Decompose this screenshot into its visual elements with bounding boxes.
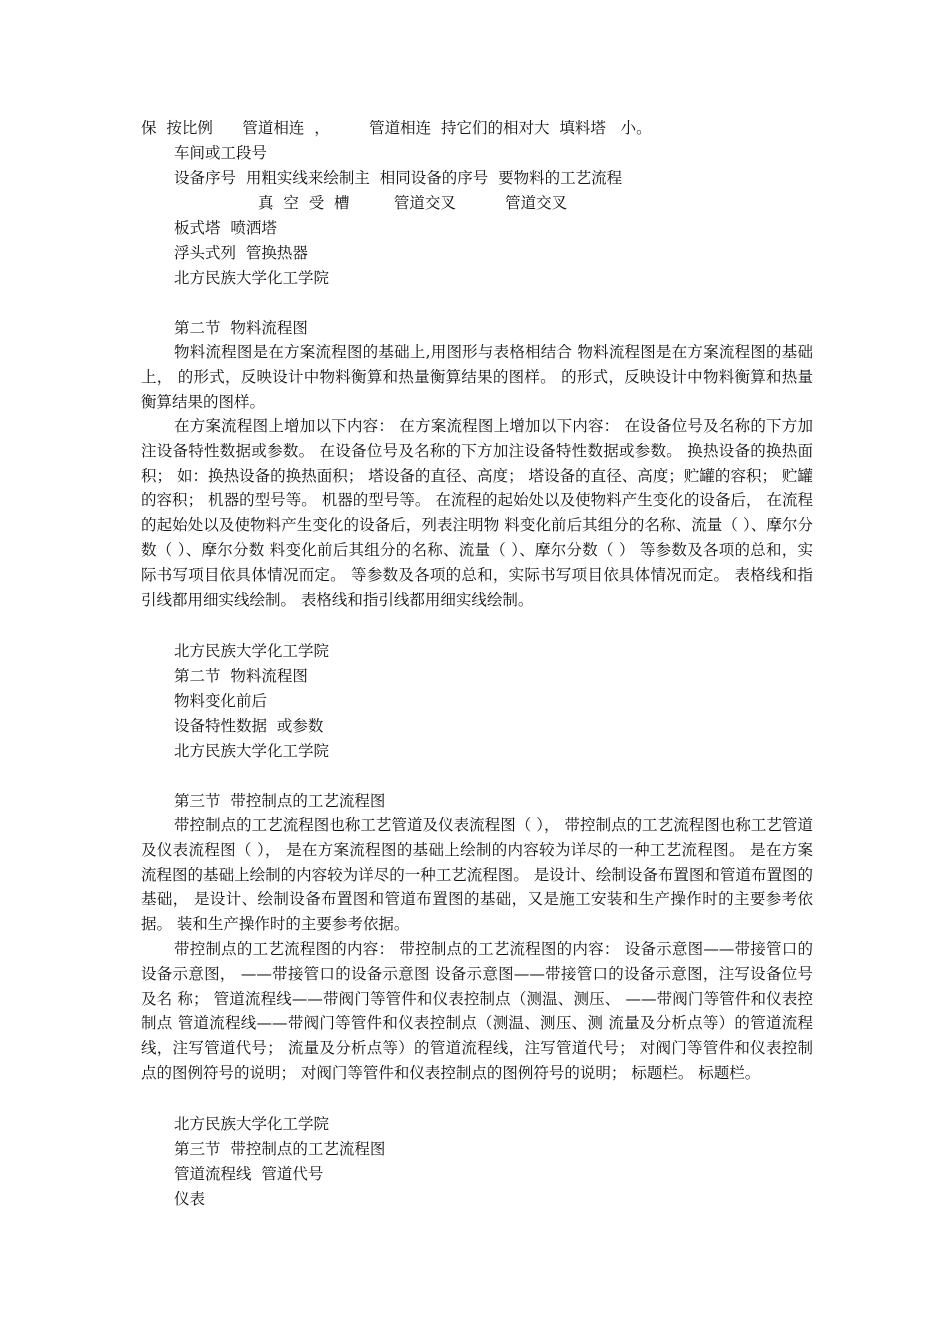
section-3-paragraph-2: 带控制点的工艺流程图的内容： 带控制点的工艺流程图的内容： 设备示意图——带接管口的设备示意图， ——带接管口的设备示意图 设备示意图——带接管口的设备示意图，注写设备位号及名 称； 管道流程线——带阀门等管件和仪表控制点（测温、测压、 ——带阀门等管件和仪表控制点 管道流程线——带阀门等管件和仪表控制点（测温、测压、测 流量及分析点等）的管道流程线，注写管道代号； 流量及分析点等）的管道流程线，注写管道代号； 对阀门等管件和仪表控制点的图例符号的说明； 对阀门等管件和仪表控制点的图例符号的说明； 标题栏。 标题栏。 [141,940,813,1082]
section-2-subtitle: 第二节 物料流程图 [174,667,308,685]
section-2-label-equipment: 设备特性数据 或参数 [174,717,324,735]
section-3-title: 第三节 带控制点的工艺流程图 [174,792,386,810]
section-3-label-pipeline: 管道流程线 管道代号 [174,1165,324,1183]
section-2-label-material: 物料变化前后 [174,692,268,710]
institution-label: 北方民族大学化工学院 [174,642,330,660]
diagram-label-workshop: 车间或工段号 [174,144,268,162]
section-2-paragraph-2: 在方案流程图上增加以下内容： 在方案流程图上增加以下内容： 在设备位号及名称的下方加注设备特性数据或参数。 在设备位号及名称的下方加注设备特性数据或参数。 换热设备的换热面积； 如：换热设备的换热面积； 塔设备的直径、高度； 塔设备的直径、高度；贮罐的容积； 贮罐的容积； 机器的型号等。 机器的型号等。 在流程的起始处以及使物料产生变化的设备后， 在流程的起始处以及使物料产生变化的设备后，列表注明物 料变化前后其组分的名称、流量（ ）、摩尔分数（ ）、摩尔分数 料变化前后其组分的名称、流量（ ）、摩尔分数（ ） 等参数及各项的总和，实际书写项目依具体情况而定。 等参数及各项的总和，实际书写项目依具体情况而定。 表格线和指引线都用细实线绘制。 表格线和指引线都用细实线绘制。 [141,417,813,609]
section-2-title: 第二节 物料流程图 [174,319,308,337]
institution-label: 北方民族大学化工学院 [174,1115,330,1133]
institution-label: 北方民族大学化工学院 [174,269,330,287]
diagram-label-row-1: 保 按比例 管道相连 ， 管道相连 持它们的相对大 填料塔 小。 [141,119,652,137]
institution-label: 北方民族大学化工学院 [174,742,330,760]
section-3-subtitle: 第三节 带控制点的工艺流程图 [174,1140,386,1158]
section-3-paragraph-1: 带控制点的工艺流程图也称工艺管道及仪表流程图（ ）， 带控制点的工艺流程图也称工艺管道及仪表流程图（ ）， 是在方案流程图的基础上绘制的内容较为详尽的一种工艺流程图。 是在方案流程图的基础上绘制的内容较为详尽的一种工艺流程图。 是设计、绘制设备布置图和管道布置图的基础， 是设计、绘制设备布置图和管道布置图的基础，又是施工安装和生产操作时的主要参考依据。 装和生产操作时的主要参考依据。 [141,816,813,934]
diagram-label-exchanger: 浮头式列 管换热器 [174,244,308,262]
diagram-label-towers: 板式塔 喷洒塔 [174,219,277,237]
diagram-label-row-3: 设备序号 用粗实线来绘制主 相同设备的序号 要物料的工艺流程 [174,169,623,187]
section-3-label-instrument: 仪表 [174,1190,206,1208]
diagram-label-row-4: 真 空 受 槽 管道交叉 管道交叉 [258,194,568,212]
section-2-paragraph-1: 物料流程图是在方案流程图的基础上,用图形与表格相结合 物料流程图是在方案流程图的基础上， 的形式，反映设计中物料衡算和热量衡算结果的图样。 的形式，反映设计中物料衡算和热量衡算结果的图样。 [141,343,813,411]
